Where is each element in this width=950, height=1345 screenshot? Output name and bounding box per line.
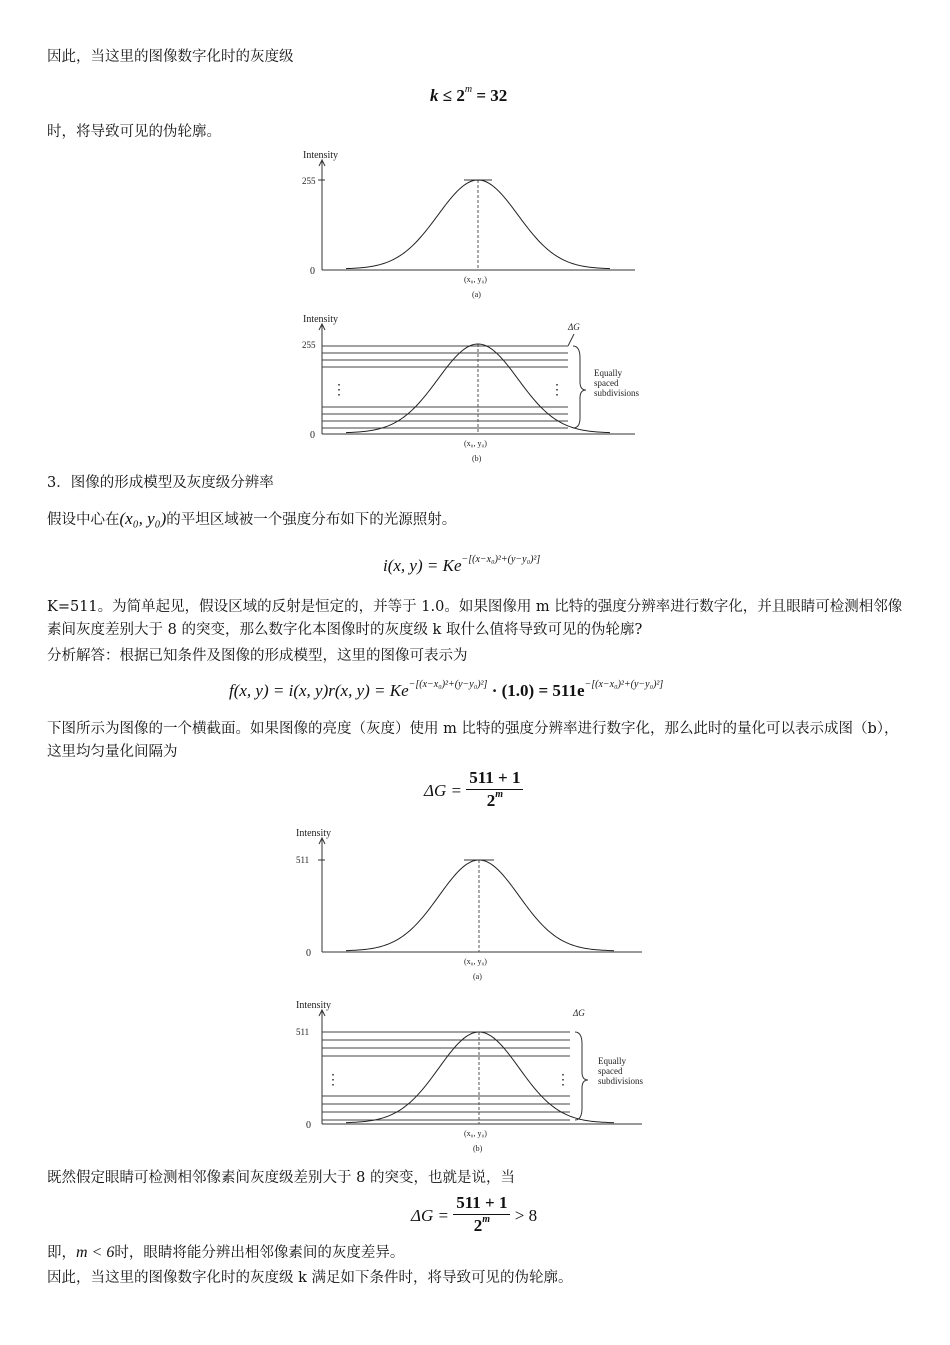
figure-top-b xyxy=(298,310,668,468)
gaussian-curve xyxy=(346,1032,614,1123)
eq-dg2-num: 511 + 1 xyxy=(453,1192,510,1215)
fig-zero-label: 0 xyxy=(306,1120,311,1131)
eq-dg-num: 511 + 1 xyxy=(466,767,523,790)
fig-xlabel: (x₀, y₀) xyxy=(464,439,487,448)
eq-ixy: i(x, y) = Ke xyxy=(383,556,462,575)
fig-xlabel: (x₀, y₀) xyxy=(464,957,487,966)
text-line-premise xyxy=(47,508,456,531)
fig-caption: (b) xyxy=(473,1144,483,1153)
figure-bottom-b xyxy=(294,996,670,1158)
fig-caption: (b) xyxy=(472,454,482,463)
paragraph-cross-section: 下图所示为图像的一个横截面。如果图像的亮度（灰度）使用 m 比特的强度分辨率进行数字化，那么此时的量化可以表示成图（b），这里均匀量化间隔为 xyxy=(47,721,899,760)
fig-ymax-label: 511 xyxy=(296,1027,310,1037)
fig-ylabel: Intensity xyxy=(296,1000,331,1011)
fig-brace-text-3: subdivisions xyxy=(598,1076,644,1086)
equation-delta-g xyxy=(424,767,523,815)
section-heading-3: 3．图像的形成模型及灰度级分辨率 xyxy=(47,475,274,491)
equation-delta-g-gt-8 xyxy=(411,1192,537,1240)
fig-ylabel: Intensity xyxy=(296,828,331,839)
quantization-lines xyxy=(322,1032,570,1120)
text-line-false-contour: 时，将导致可见的伪轮廓。 xyxy=(47,124,221,140)
eq-fxy-lhs: f(x, y) = i(x, y)r(x, y) = Ke xyxy=(229,681,409,700)
gaussian-curve xyxy=(346,860,614,951)
text-line-final: 因此，当这里的图像数字化时的灰度级 k 满足如下条件时，将导致可见的伪轮廓。 xyxy=(47,1270,573,1286)
figure-bottom-a xyxy=(294,824,650,986)
eq-dg2-fraction xyxy=(453,1192,510,1240)
fig-brace-text-3: subdivisions xyxy=(594,388,640,398)
eq-dg2-den-sup: m xyxy=(482,1214,490,1225)
fig-ylabel: Intensity xyxy=(303,314,338,325)
premise-part-a: 假设中心在 xyxy=(47,512,120,528)
paragraph-problem: K=511。为简单起见，假设区域的反射是恒定的，并等于 1.0。如果图像用 m 比特的强度分辨率进行数字化，并且眼睛可检测相邻像素间灰度差别大于 8 的突变，那么数字化本图像时的灰度级 k 取什么值将导致可见的伪轮廓? xyxy=(47,599,903,638)
eq-dg2-den: 2 xyxy=(473,1216,483,1235)
eq-fxy-mid: · (1.0) = 511e xyxy=(487,681,585,700)
fig-dots-left: ⋮ xyxy=(332,383,346,398)
eq-k: k xyxy=(430,86,439,105)
eq-rhs: = 32 xyxy=(472,86,508,105)
fig-caption: (a) xyxy=(473,972,482,981)
equation-k-le-2m xyxy=(430,86,507,106)
quantization-lines xyxy=(322,346,568,428)
m-cond-expr: m < 6 xyxy=(76,1244,115,1261)
text-line-gray-level: 因此，当这里的图像数字化时的灰度级 xyxy=(47,49,294,65)
fig-dots-right: ⋮ xyxy=(556,1073,570,1088)
fig-ymax-label: 255 xyxy=(302,340,316,350)
eq-dg2-lhs: ΔG = xyxy=(411,1206,454,1225)
fig-caption: (a) xyxy=(472,290,481,299)
m-cond-part-b: 时，眼睛将能分辨出相邻像素间的灰度差异。 xyxy=(114,1245,405,1261)
eq-dg2-den-wrap xyxy=(453,1215,510,1240)
fig-delta-g-label: ΔG xyxy=(573,1008,585,1018)
eq-fxy-exponent-1: −[(x−x₀)²+(y−y₀)²] xyxy=(408,679,488,690)
m-cond-part-a: 即， xyxy=(47,1245,76,1261)
fig-brace-text-1: Equally xyxy=(594,368,622,378)
eq-fxy-exponent-2: −[(x−x₀)²+(y−y₀)²] xyxy=(584,679,664,690)
premise-part-b: 的平坦区域被一个强度分布如下的光源照射。 xyxy=(166,512,457,528)
text-line-analysis: 分析解答：根据已知条件及图像的形成模型，这里的图像可表示为 xyxy=(47,648,468,664)
eq-m-sup: m xyxy=(464,84,473,95)
fig-delta-g-label: ΔG xyxy=(568,322,580,332)
fig-xlabel: (x₀, y₀) xyxy=(464,275,487,284)
fig-xlabel: (x₀, y₀) xyxy=(464,1129,487,1138)
eq-dg-den: 2 xyxy=(486,791,496,810)
eq-le-2: ≤ 2 xyxy=(438,86,465,105)
fig-zero-label: 0 xyxy=(306,948,311,959)
fig-brace-text-2: spaced xyxy=(594,378,619,388)
fig-ymax-label: 511 xyxy=(296,855,310,865)
figure-top-a xyxy=(298,146,643,304)
fig-zero-label: 0 xyxy=(310,430,315,441)
eq-dg-den-sup: m xyxy=(495,789,503,800)
fig-dots-left: ⋮ xyxy=(326,1073,340,1088)
text-line-assume: 既然假定眼睛可检测相邻像素间灰度级差别大于 8 的突变，也就是说，当 xyxy=(47,1170,515,1186)
fig-ymax-label: 255 xyxy=(302,176,316,186)
eq-dg-fraction xyxy=(466,767,523,815)
equation-image-model xyxy=(229,681,663,701)
eq-dg-den-wrap xyxy=(466,790,523,815)
fig-brace-text-2: spaced xyxy=(598,1066,623,1076)
fig-ylabel: Intensity xyxy=(303,150,338,161)
text-line-m-condition xyxy=(47,1242,404,1264)
fig-zero-label: 0 xyxy=(310,266,315,277)
equation-illumination xyxy=(383,556,540,576)
eq-dg2-rhs: > 8 xyxy=(510,1206,538,1225)
eq-ixy-exponent: −[(x−x₀)²+(y−y₀)²] xyxy=(461,554,541,565)
eq-dg-lhs: ΔG = xyxy=(424,781,467,800)
fig-brace-text-1: Equally xyxy=(598,1056,626,1066)
fig-dots-right: ⋮ xyxy=(550,383,564,398)
premise-x0y0: (x₀, y₀) xyxy=(119,509,167,528)
